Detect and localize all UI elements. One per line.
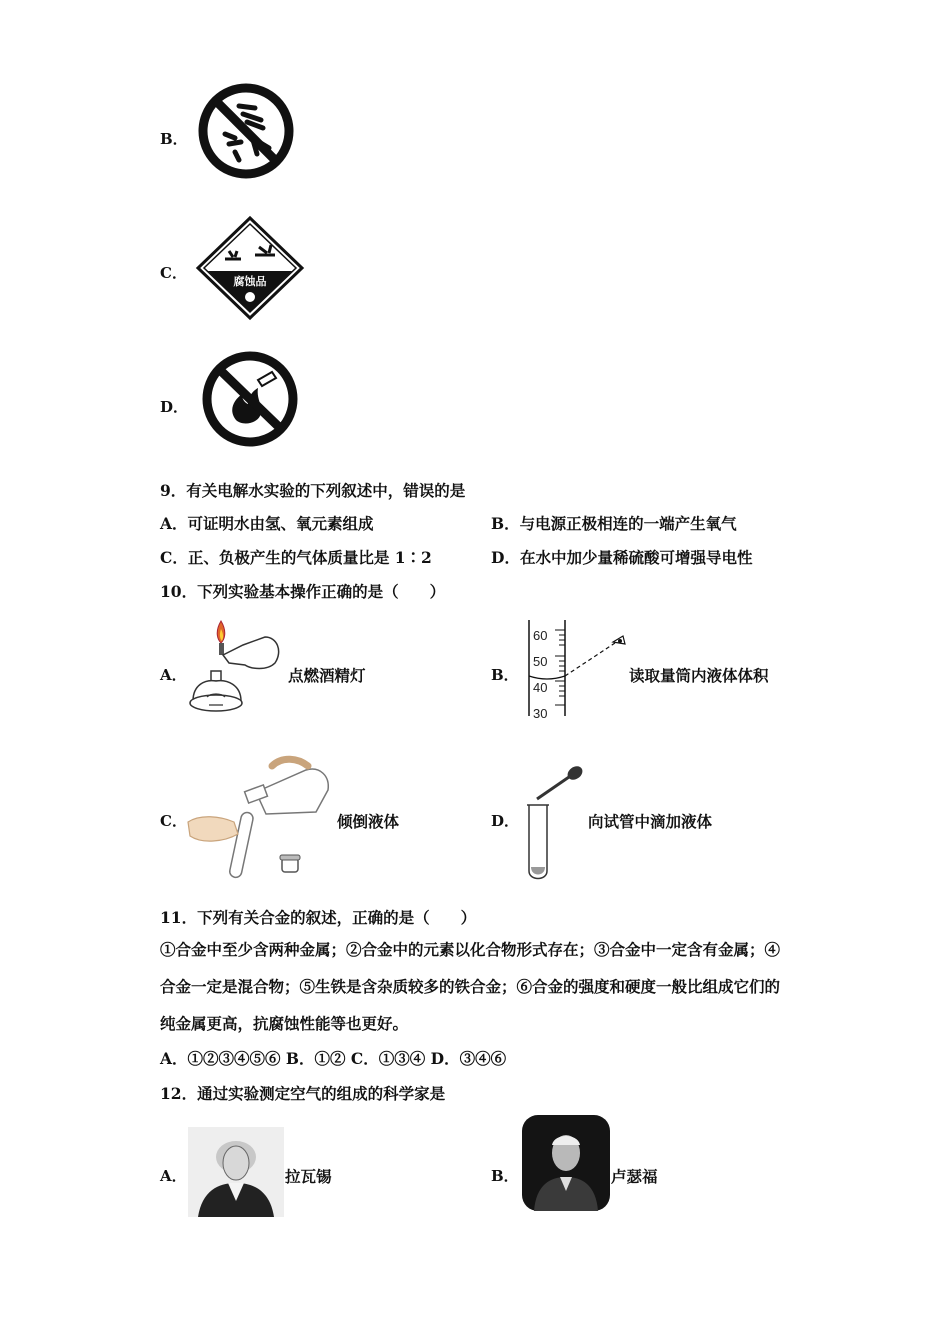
option-b-label: B． <box>160 130 188 148</box>
cylinder-tick-50: 50 <box>533 654 548 669</box>
question-10-option-c-label: C． <box>160 812 187 830</box>
question-9-option-d: D．在水中加少量稀硫酸可增强导电性 <box>491 548 753 567</box>
question-12-option-b-text: 卢瑟福 <box>611 1167 658 1186</box>
cylinder-tick-60: 60 <box>533 628 548 643</box>
question-12-option-a-label: A． <box>160 1167 187 1185</box>
question-10-option-a-text: 点燃酒精灯 <box>288 666 366 685</box>
cylinder-tick-40: 40 <box>533 680 548 695</box>
question-9-option-b: B．与电源正极相连的一端产生氧气 <box>491 514 737 533</box>
question-11-body: ①合金中至少含两种金属；②合金中的元素以化合物形式存在；③合金中一定含有金属；④合金一定是混合物；⑤生铁是含杂质较多的铁合金；⑥合金的强度和硬度一般比组成它们的纯金属更高，抗腐蚀性能等也更好。 <box>160 940 781 1033</box>
question-12-stem: 12．通过实验测定空气的组成的科学家是 <box>160 1084 446 1103</box>
question-10-option-d-text: 向试管中滴加液体 <box>588 812 713 831</box>
question-10-option-c-text: 倾倒液体 <box>337 812 400 831</box>
rutherford-portrait <box>522 1115 610 1211</box>
question-9-option-c: C．正、负极产生的气体质量比是 1∶2 <box>160 548 432 567</box>
cylinder-tick-30: 30 <box>533 706 548 721</box>
question-9-option-a: A．可证明水由氢、氧元素组成 <box>160 514 374 533</box>
option-c-label: C． <box>160 264 187 282</box>
question-10-option-a-label: A． <box>160 666 187 684</box>
question-10-stem: 10．下列实验基本操作正确的是（ ） <box>160 582 446 601</box>
question-12-option-a-text: 拉瓦锡 <box>285 1167 332 1186</box>
dropper-test-tube-icon <box>525 763 589 883</box>
question-10-option-b-label: B． <box>491 666 519 684</box>
question-9-stem: 9．有关电解水实验的下列叙述中，错误的是 <box>160 481 466 500</box>
no-bleach-sign-icon <box>195 82 297 180</box>
pouring-liquid-icon <box>186 752 336 880</box>
question-12-option-b-label: B． <box>491 1167 519 1185</box>
question-11-stem: 11．下列有关合金的叙述，正确的是（ ） <box>160 908 477 927</box>
no-open-flame-sign-icon <box>198 350 302 448</box>
graduated-cylinder-reading-icon <box>525 618 635 721</box>
question-10-option-b-text: 读取量筒内液体体积 <box>629 666 769 685</box>
option-d-label: D． <box>160 398 189 416</box>
corrosive-sign-icon <box>195 215 305 321</box>
alcohol-lamp-lighting-icon <box>185 617 285 719</box>
question-11-options: A．①②③④⑤⑥ B．①② C．①③④ D．③④⑥ <box>160 1049 507 1068</box>
question-10-option-d-label: D． <box>491 812 520 830</box>
corrosive-sign-text: 腐蚀品 <box>233 275 267 288</box>
lavoisier-portrait <box>188 1127 284 1217</box>
